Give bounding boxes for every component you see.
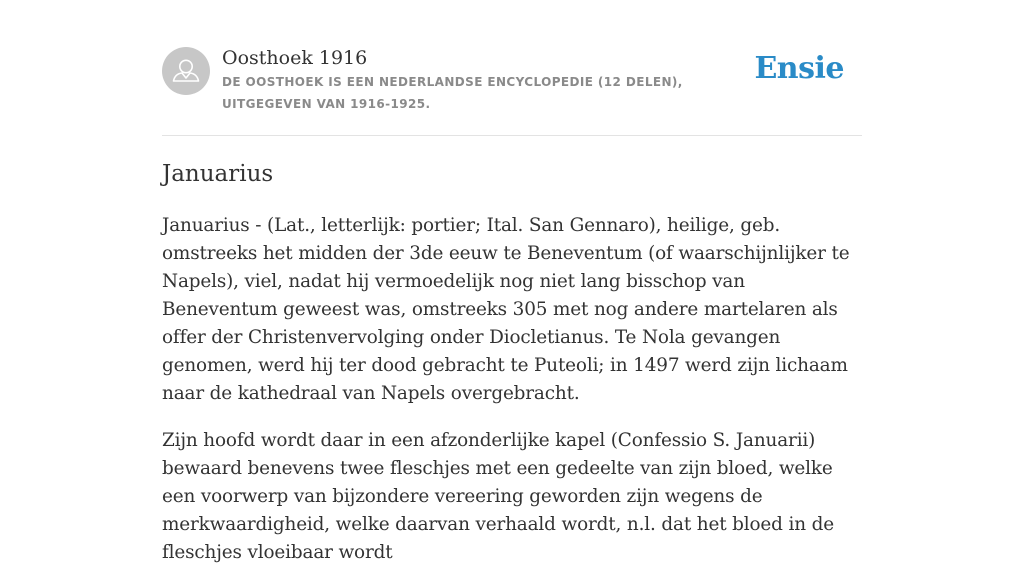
entry-title: Januarius	[162, 161, 274, 187]
entry-paragraph: Zijn hoofd wordt daar in een afzonderlijke kapel (Confessio S. Januarii) bewaard benevens twee fleschjes met een gedeelte van zijn bloed, welke een voorwerp van bijzondere vereering geworden zijn wegens de merkwaardigheid, welke daarvan verhaald wordt, n.l. dat het bloed in de fleschjes vloeibaar wordt	[162, 430, 834, 563]
user-silhouette-icon[interactable]	[162, 47, 210, 95]
entry-body	[162, 212, 864, 586]
source-title[interactable]: Oosthoek 1916	[222, 47, 368, 69]
entry-paragraph: Januarius - (Lat., letterlijk: portier; Ital. San Gennaro), heilige, geb. omstreeks het midden der 3de eeuw te Beneventum (of waarschijnlijker te Napels), viel, nadat hij vermoedelijk nog niet lang bisschop van Beneventum geweest was, omstreeks 305 met nog andere martelaren als offer der Christenvervolging onder Diocletianus. Te Nola gevangen genomen, werd hij ter dood gebracht te Puteoli; in 1497 werd zijn lichaam naar de kathedraal van Napels overgebracht.	[162, 215, 850, 404]
source-description: DE OOSTHOEK IS EEN NEDERLANDSE ENCYCLOPEDIE (12 DELEN), UITGEGEVEN VAN 1916-1925.	[222, 75, 683, 111]
header-divider	[162, 135, 862, 136]
avatar-svg	[162, 47, 210, 95]
source-header	[162, 46, 862, 116]
ensie-logo[interactable]: Ensie	[754, 51, 844, 86]
